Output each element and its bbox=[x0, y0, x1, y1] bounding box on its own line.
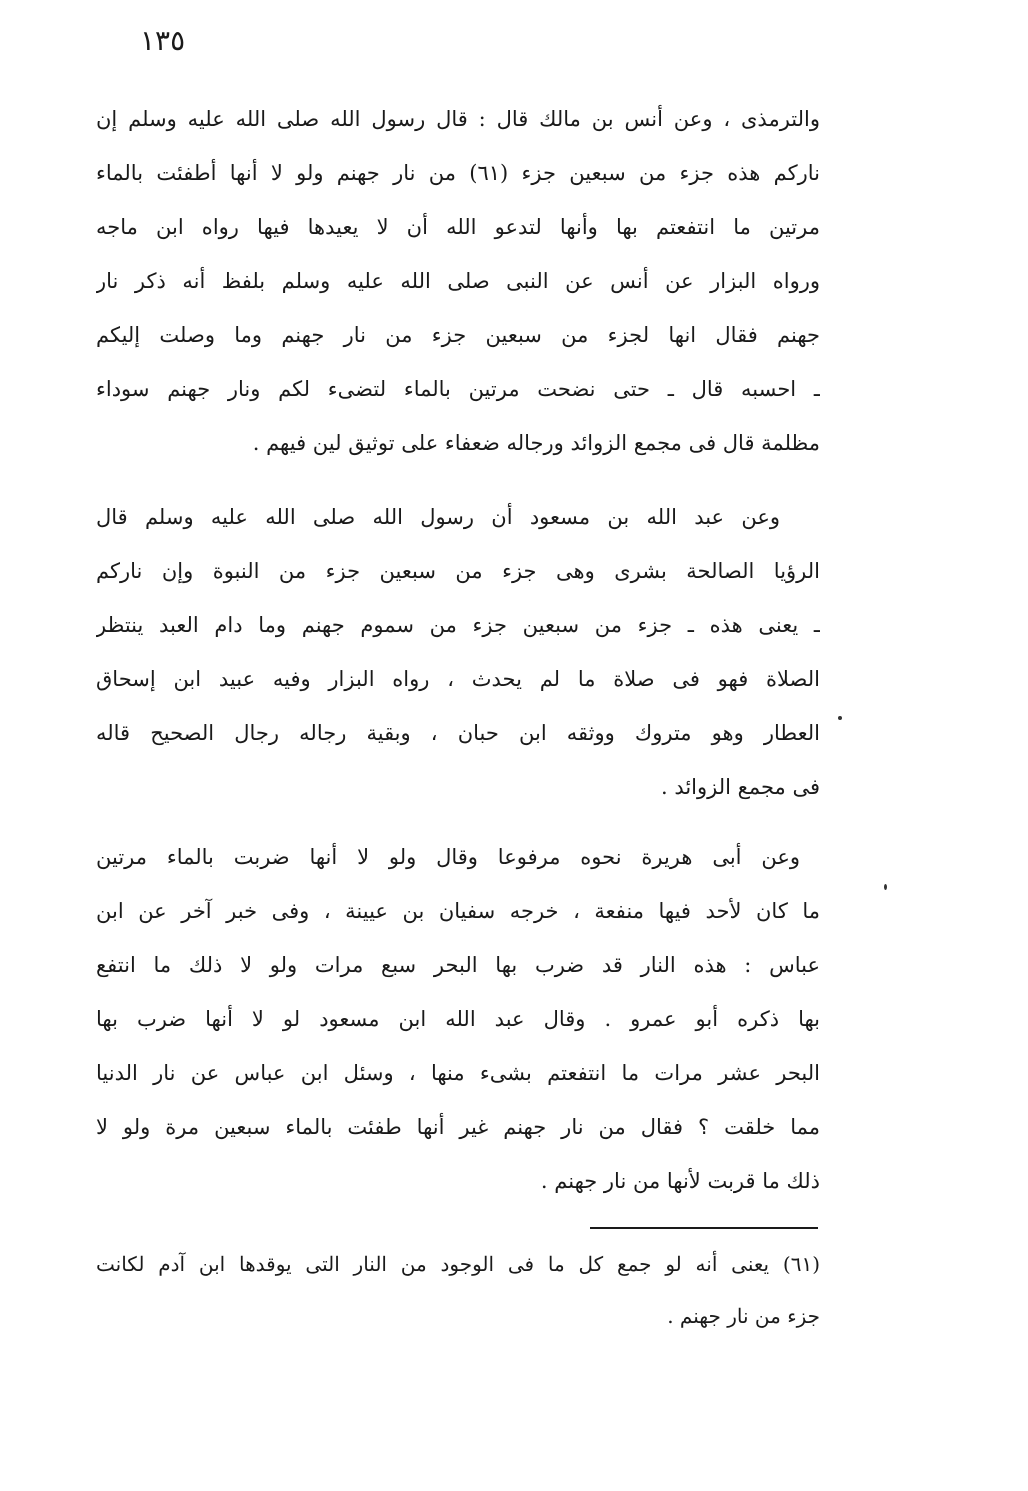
text-line: الرؤيا الصالحة بشرى وهى جزء من سبعين جزء من النبوة وإن ناركم bbox=[96, 559, 820, 583]
text-line: وعن أبى هريرة نحوه مرفوعا وقال ولو لا أنها ضربت بالماء مرتين bbox=[96, 845, 800, 869]
text-line: الصلاة فهو فى صلاة ما لم يحدث ، رواه البزار وفيه عبيد ابن إسحاق bbox=[96, 667, 820, 691]
text-line: ورواه البزار عن أنس عن النبى صلى الله عليه وسلم بلفظ أنه ذكر نار bbox=[96, 269, 820, 293]
text-line: ـ احسبه قال ـ حتى نضحت مرتين بالماء لتضىء لكم ونار جهنم سوداء bbox=[96, 377, 820, 401]
footnote-divider bbox=[590, 1227, 818, 1229]
footnote bbox=[96, 1238, 820, 1342]
text-line: وعن عبد الله بن مسعود أن رسول الله صلى الله عليه وسلم قال bbox=[96, 505, 780, 529]
text-line: مظلمة قال فى مجمع الزوائد ورجاله ضعفاء على توثيق لين فيهم . bbox=[252, 431, 820, 455]
paragraph-1 bbox=[96, 92, 820, 470]
text-line: ـ يعنى هذه ـ جزء من سبعين جزء من سموم جهنم وما دام العبد ينتظر bbox=[96, 613, 820, 637]
text-line: عباس : هذه النار قد ضرب بها البحر سبع مرات ولو لا ذلك ما انتفع bbox=[96, 953, 820, 977]
paragraph-3 bbox=[96, 830, 820, 1208]
print-speck bbox=[838, 716, 842, 720]
text-line: والترمذى ، وعن أنس بن مالك قال : قال رسول الله صلى الله عليه وسلم إن bbox=[96, 107, 820, 131]
footnote-line: جزء من نار جهنم . bbox=[667, 1304, 820, 1328]
text-line: العطار وهو متروك ووثقه ابن حبان ، وبقية رجاله رجال الصحيح قاله bbox=[96, 721, 820, 745]
text-line: فى مجمع الزوائد . bbox=[660, 775, 820, 799]
paragraph-2 bbox=[96, 490, 820, 814]
text-line: مما خلقت ؟ فقال من نار جهنم غير أنها طفئت بالماء سبعين مرة ولو لا bbox=[96, 1115, 820, 1139]
text-line: ذلك ما قربت لأنها من نار جهنم . bbox=[540, 1169, 820, 1193]
text-line: ناركم هذه جزء من سبعين جزء (٦١) من نار جهنم ولو لا أنها أطفئت بالماء bbox=[96, 161, 820, 185]
print-speck bbox=[884, 884, 887, 890]
page-number: ١٣٥ bbox=[140, 24, 186, 57]
text-line: جهنم فقال انها لجزء من سبعين جزء من نار جهنم وما وصلت إليكم bbox=[96, 323, 820, 347]
text-line: مرتين ما انتفعتم بها وأنها لتدعو الله أن لا يعيدها فيها رواه ابن ماجه bbox=[96, 215, 820, 239]
footnote-line: (٦١) يعنى أنه لو جمع كل ما فى الوجود من النار التى يوقدها ابن آدم لكانت bbox=[96, 1252, 820, 1276]
text-line: البحر عشر مرات ما انتفعتم بشىء منها ، وسئل ابن عباس عن نار الدنيا bbox=[96, 1061, 820, 1085]
text-line: ما كان لأحد فيها منفعة ، خرجه سفيان بن عيينة ، وفى خبر آخر عن ابن bbox=[96, 899, 820, 923]
text-line: بها ذكره أبو عمرو . وقال عبد الله ابن مسعود لو لا أنها ضرب بها bbox=[96, 1007, 820, 1031]
